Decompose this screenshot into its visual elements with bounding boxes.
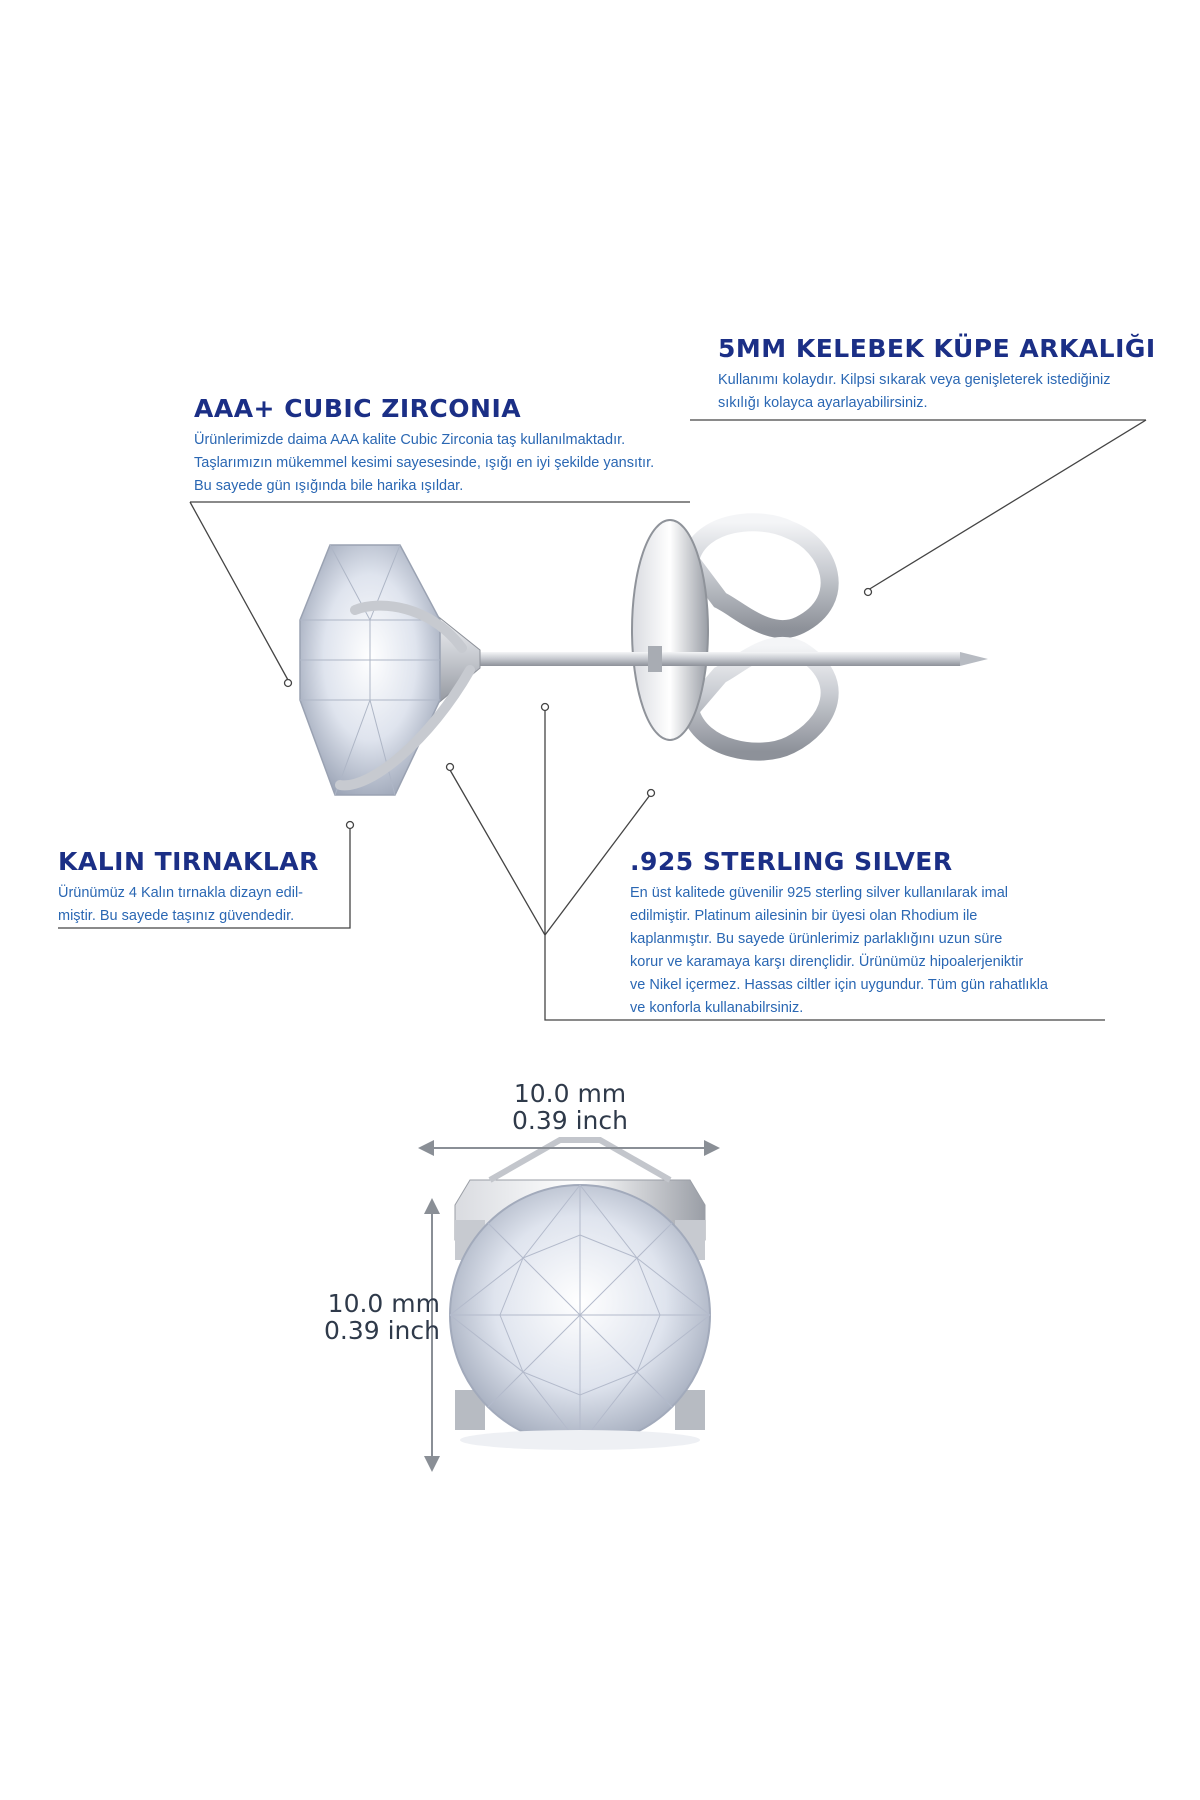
side-view-earring [300, 520, 988, 795]
callout-text: Kullanımı kolaydır. Kilpsi sıkarak veya genişleterek istediğiniz sıkılığı kolayca ayarlayabilirsiniz. [718, 371, 1111, 411]
earring-post [470, 652, 960, 666]
callout-text: Ürünümüz 4 Kalın tırnakla dizayn edil- miştir. Bu sayede taşınız güvendedir. [58, 884, 304, 924]
callout-title: KALIN TIRNAKLAR [58, 847, 319, 876]
callout-text: En üst kalitede güvenilir 925 sterling silver kullanılarak imal edilmiştir. Platinum ailesinin bir üyesi olan Rhodium ile kaplanmıştır. Bu sayede ürünlerimiz parlaklığını uzun süre korur ve karamaya karşı dirençlidir. Ürünümüz hipoalerjeniktir ve Nikel içermez. Hassas ciltler için uygundur. Tüm gün rahatlıkla ve konforla kullanabilrsiniz. [630, 884, 1048, 1016]
callout-cubic-zirconia [194, 395, 694, 498]
callout-butterfly-back [718, 335, 1168, 415]
front-view-earring [450, 1140, 710, 1450]
width-mm: 10.0 mm [513, 1079, 627, 1108]
callout-sterling-silver [630, 848, 1110, 1020]
width-dimension-label [470, 1080, 670, 1134]
post-tip [960, 652, 988, 666]
butterfly-back-disc [632, 520, 708, 740]
callout-text: Ürünlerimizde daima AAA kalite Cubic Zirconia taş kullanılmaktadır. Taşlarımızın mükemmel kesimi sayesesinde, ışığı en iyi şekilde yansıtır. Bu sayede gün ışığında bile harika ışıldar. [194, 431, 655, 494]
height-inch: 0.39 inch [324, 1316, 440, 1345]
height-dimension-label [290, 1290, 440, 1344]
width-inch: 0.39 inch [512, 1106, 628, 1135]
butterfly-back-upper-wing [690, 522, 830, 629]
callout-prongs [58, 848, 358, 928]
callout-title: .925 STERLING SILVER [630, 847, 953, 876]
leader-cubic-zirconia [190, 502, 288, 680]
callout-title: 5MM KELEBEK KÜPE ARKALIĞI [718, 334, 1156, 363]
callout-title: AAA+ CUBIC ZIRCONIA [194, 394, 522, 423]
height-mm: 10.0 mm [327, 1289, 440, 1318]
leader-butterfly-back [868, 420, 1146, 590]
